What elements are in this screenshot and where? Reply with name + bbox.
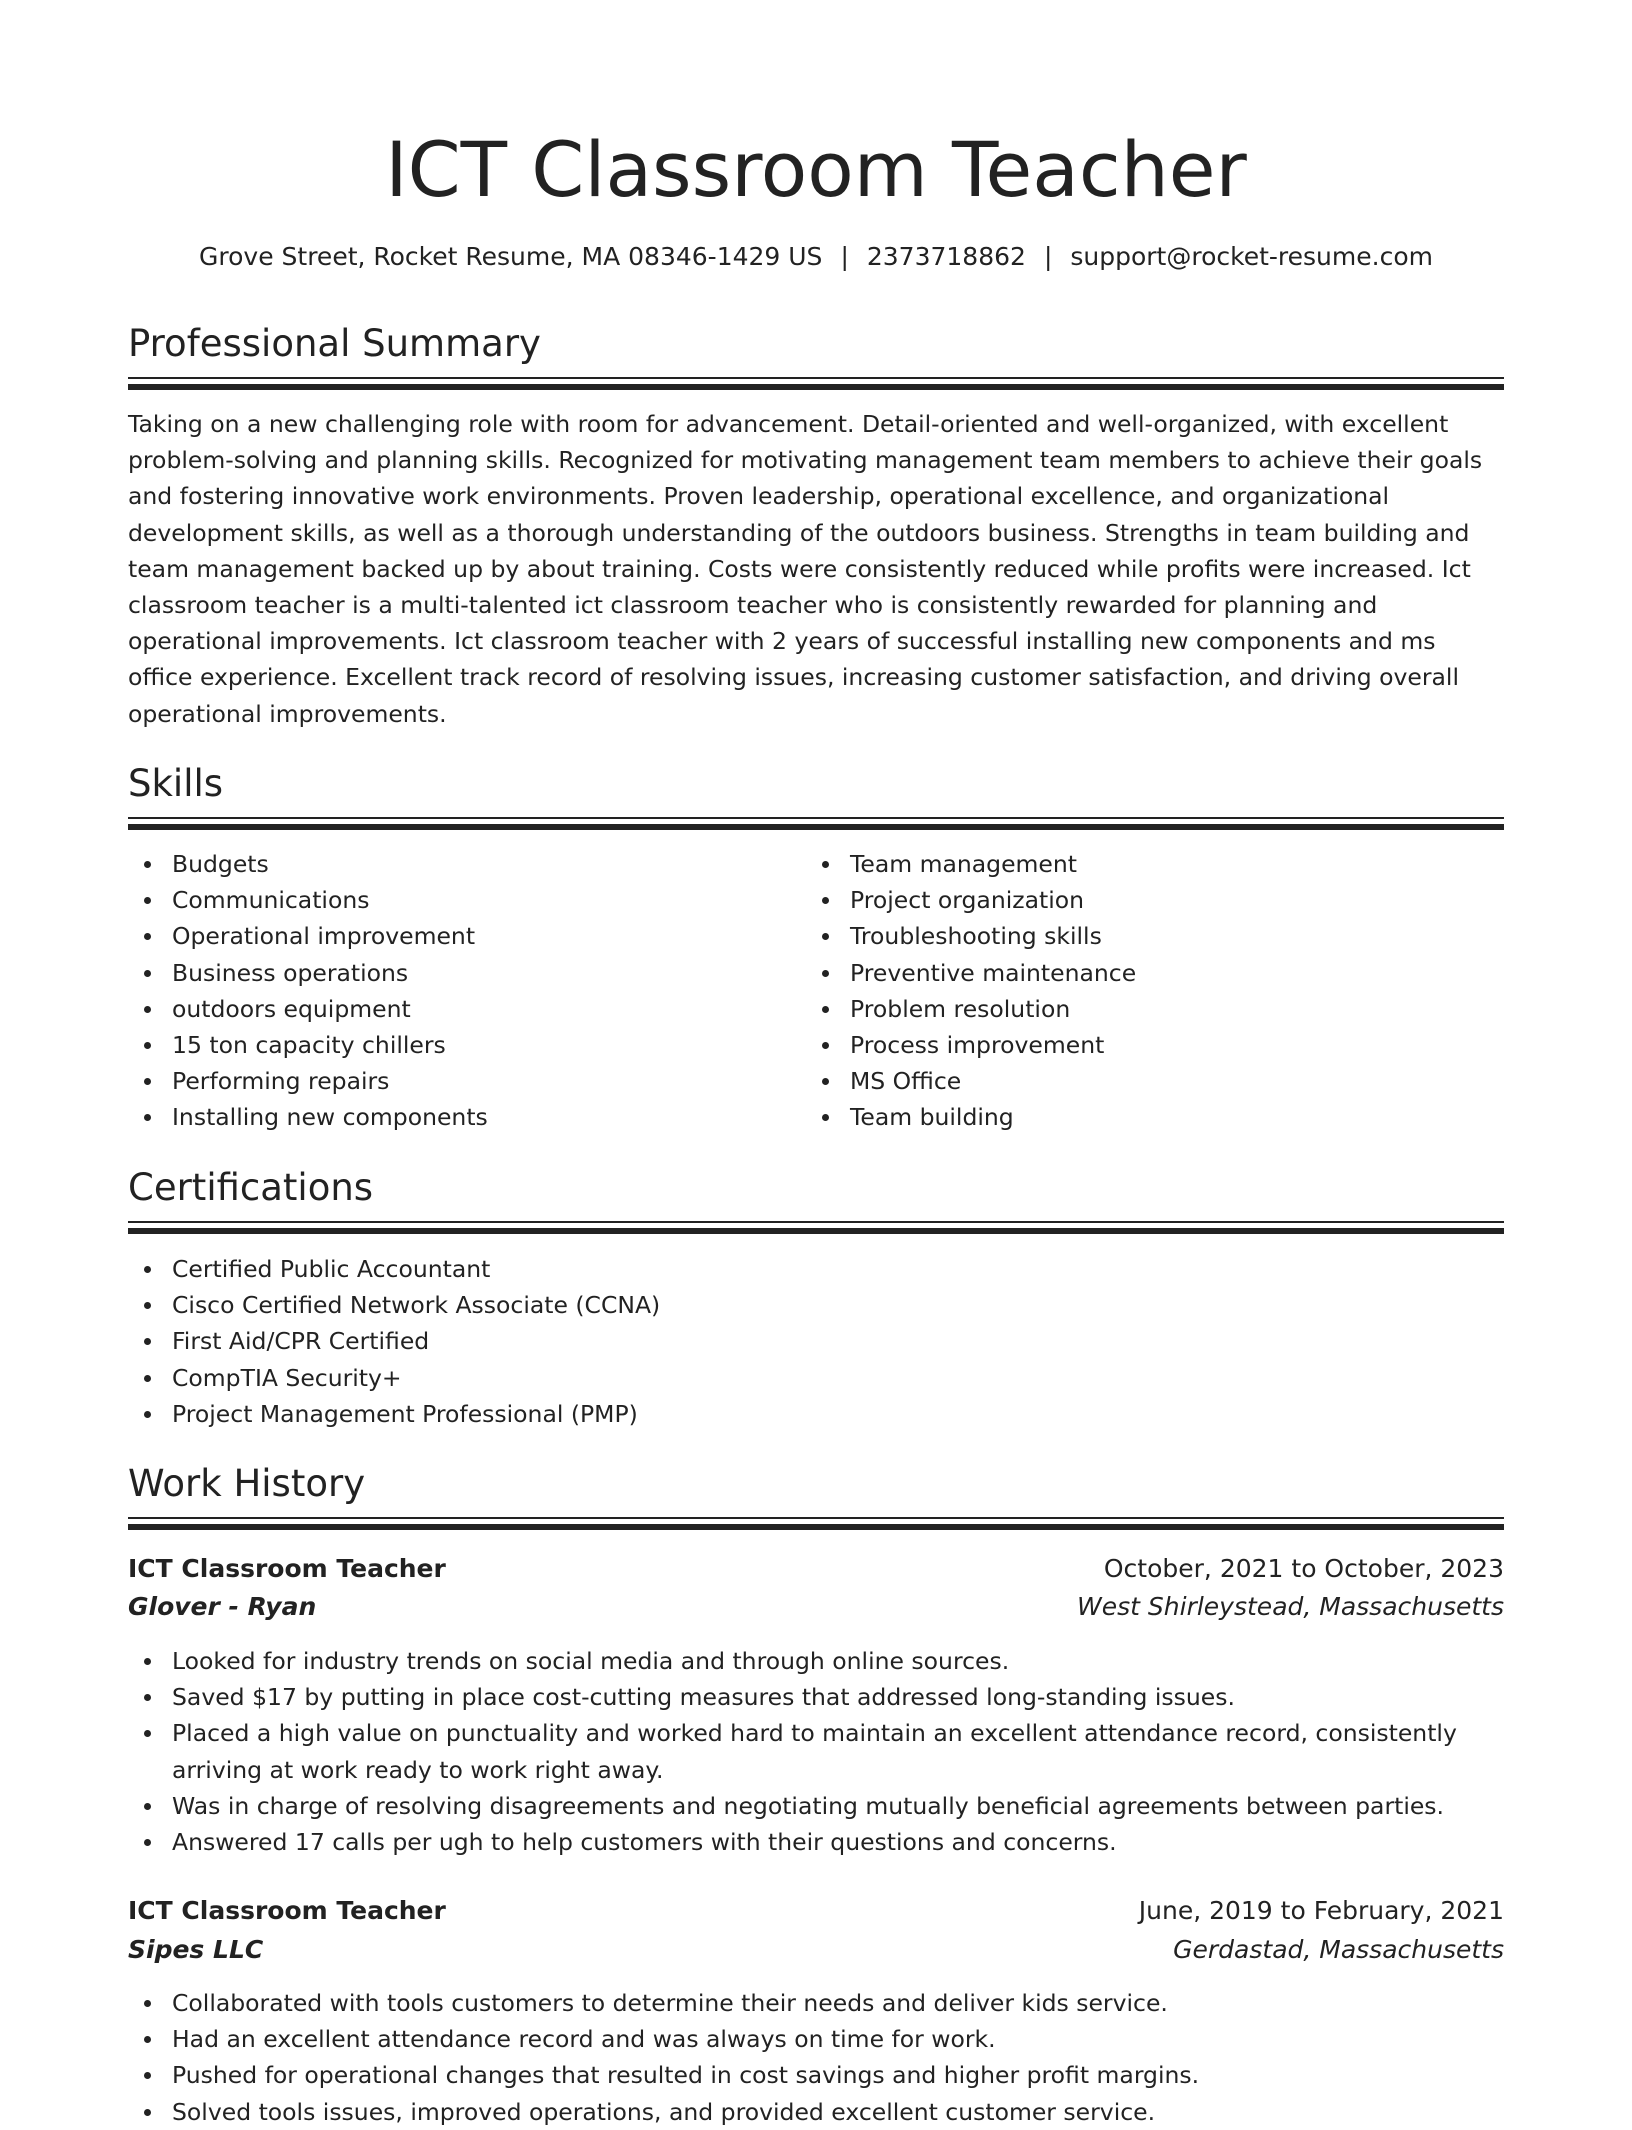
job-title: ICT Classroom Teacher: [128, 1554, 446, 1583]
job-title: ICT Classroom Teacher: [128, 1896, 446, 1925]
contact-line: [128, 238, 1504, 276]
section-divider: [128, 817, 1504, 830]
section-title-skills: Skills: [128, 762, 224, 805]
job-company: Glover - Ryan: [128, 1592, 317, 1621]
job-company: Sipes LLC: [128, 1935, 264, 1964]
section-title-certifications: Certifications: [128, 1166, 374, 1209]
skill-item: Budgets: [128, 846, 808, 882]
job-dates: October, 2021 to October, 2023: [1103, 1554, 1504, 1583]
job-bullet: Answered 17 calls per ugh to help customers with their questions and concerns.: [128, 1824, 1504, 1860]
skill-item: MS Office: [806, 1063, 1486, 1099]
job-bullet: Collaborated with tools customers to determine their needs and deliver kids service.: [128, 1985, 1504, 2021]
certification-item: Project Management Professional (PMP): [128, 1396, 1504, 1432]
skill-item: Business operations: [128, 955, 808, 991]
contact-email: support@rocket-resume.com: [1070, 242, 1433, 271]
section-divider: [128, 1221, 1504, 1234]
skills-list-right: [806, 846, 1486, 1136]
skill-item: Team management: [806, 846, 1486, 882]
contact-address: Grove Street, Rocket Resume, MA 08346-1429 US: [199, 242, 823, 271]
certification-item: First Aid/CPR Certified: [128, 1323, 1504, 1359]
skill-item: 15 ton capacity chillers: [128, 1027, 808, 1063]
skill-item: Project organization: [806, 882, 1486, 918]
certifications-list: [128, 1251, 1504, 1432]
certification-item: CompTIA Security+: [128, 1360, 1504, 1396]
resume-name: ICT Classroom Teacher: [385, 125, 1247, 214]
section-divider: [128, 377, 1504, 390]
certification-item: Certified Public Accountant: [128, 1251, 1504, 1287]
skill-item: Process improvement: [806, 1027, 1486, 1063]
job-bullet: Was in charge of resolving disagreements and negotiating mutually beneficial agreements between parties.: [128, 1788, 1504, 1824]
skill-item: Installing new components: [128, 1099, 808, 1135]
skills-list-left: [128, 846, 808, 1136]
job-bullet: Solved tools issues, improved operations, and provided excellent customer service.: [128, 2094, 1504, 2130]
job-bullet: Placed a high value on punctuality and worked hard to maintain an excellent attendance record, consistently arriving at work ready to work right away.: [128, 1715, 1504, 1787]
skill-item: Performing repairs: [128, 1063, 808, 1099]
section-divider: [128, 1517, 1504, 1530]
job-bullets: [128, 1985, 1504, 2130]
job-bullet: Saved $17 by putting in place cost-cutting measures that addressed long-standing issues.: [128, 1679, 1504, 1715]
contact-separator: |: [840, 242, 849, 271]
skill-item: Preventive maintenance: [806, 955, 1486, 991]
section-title-work-history: Work History: [128, 1462, 366, 1505]
section-title-summary: Professional Summary: [128, 322, 541, 365]
job-bullet: Pushed for operational changes that resulted in cost savings and higher profit margins.: [128, 2057, 1504, 2093]
summary-text: Taking on a new challenging role with room for advancement. Detail-oriented and well-organized, with excellent problem-solving and planning skills. Recognized for motivating management team members to achieve their goals and fostering innovative work environments. Proven leadership, operational excellence, and organizational development skills, as well as a thorough understanding of the outdoors business. Strengths in team building and team management backed up by about training. Costs were consistently reduced while profits were increased. Ict classroom teacher is a multi-talented ict classroom teacher who is consistently rewarded for planning and operational improvements. Ict classroom teacher with 2 years of successful installing new components and ms office experience. Excellent track record of resolving issues, increasing customer satisfaction, and driving overall operational improvements.: [128, 410, 1483, 728]
job-bullets: [128, 1643, 1504, 1860]
skill-item: Problem resolution: [806, 991, 1486, 1027]
skill-item: Team building: [806, 1099, 1486, 1135]
job-bullet: Had an excellent attendance record and was always on time for work.: [128, 2021, 1504, 2057]
job-location: Gerdastad, Massachusetts: [1173, 1935, 1504, 1964]
skill-item: Troubleshooting skills: [806, 918, 1486, 954]
contact-separator: |: [1043, 242, 1053, 271]
skill-item: Communications: [128, 882, 808, 918]
job-dates: June, 2019 to February, 2021: [1138, 1896, 1504, 1925]
skill-item: outdoors equipment: [128, 991, 808, 1027]
job-bullet: Looked for industry trends on social media and through online sources.: [128, 1643, 1504, 1679]
job-location: West Shirleystead, Massachusetts: [1077, 1592, 1504, 1621]
certification-item: Cisco Certified Network Associate (CCNA): [128, 1287, 1504, 1323]
contact-phone: 2373718862: [866, 242, 1026, 271]
skill-item: Operational improvement: [128, 918, 808, 954]
